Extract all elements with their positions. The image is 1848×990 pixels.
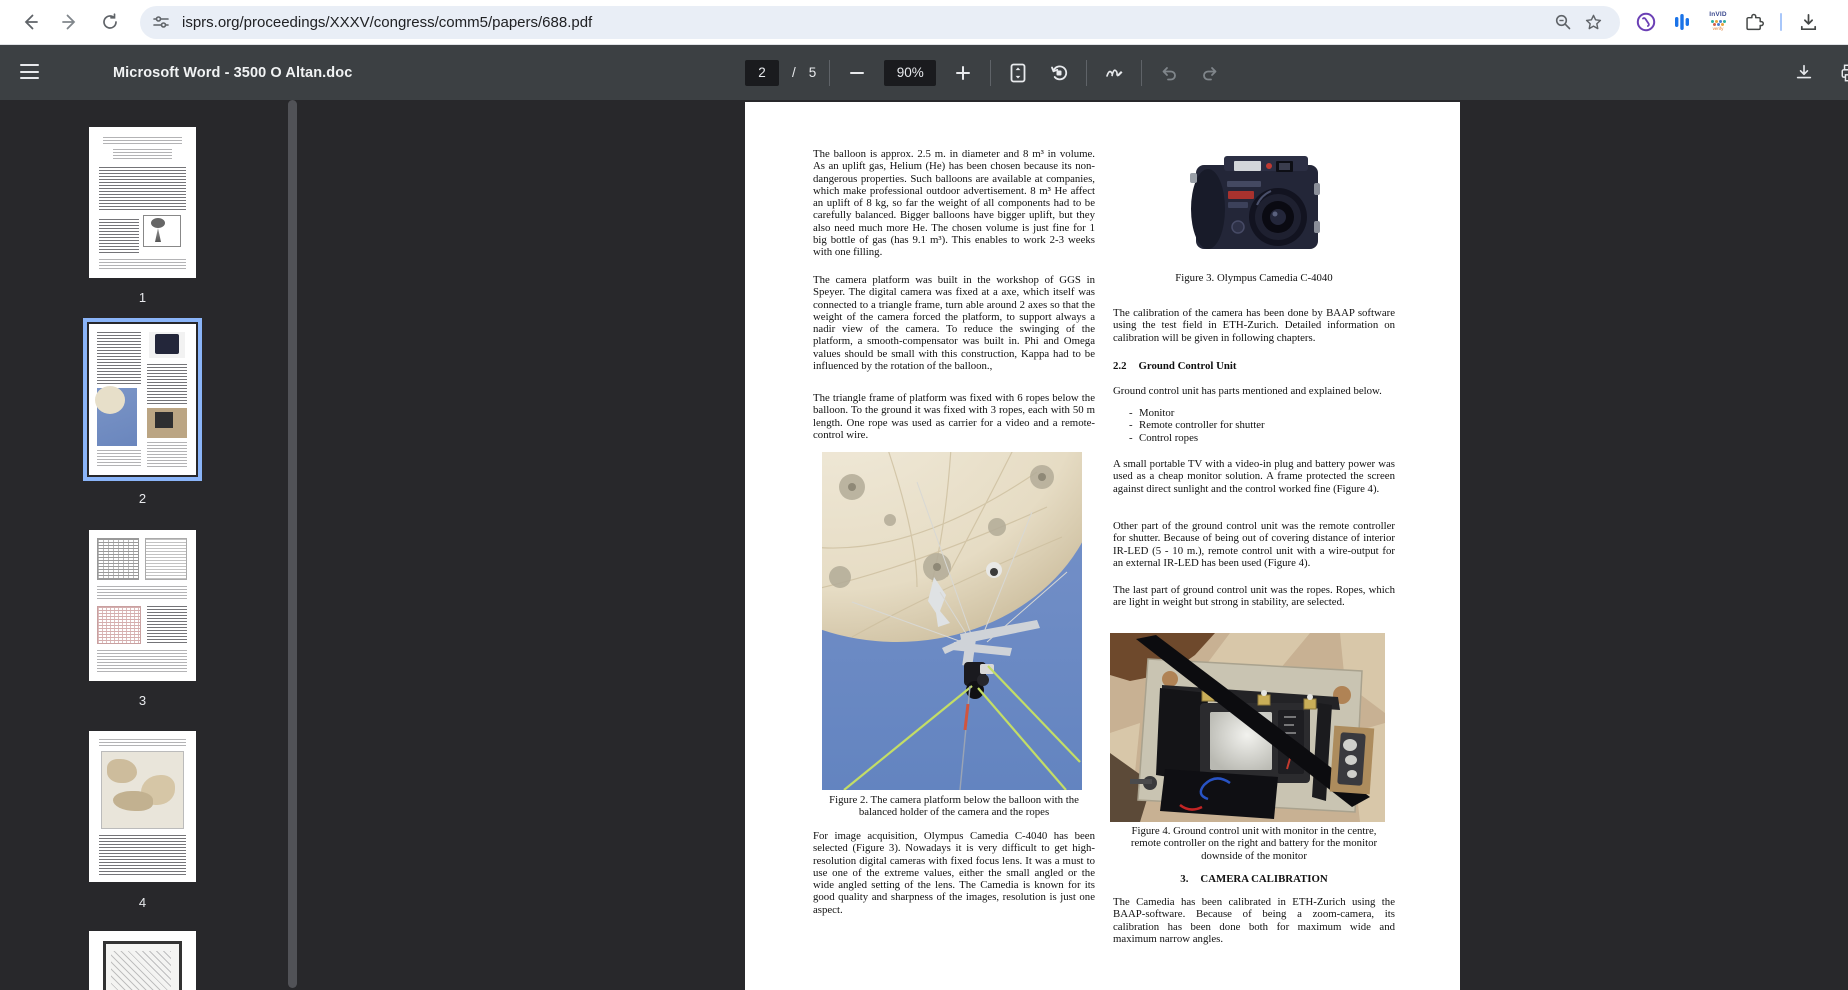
thumbnail-label-4: 4 [138,895,147,910]
browser-toolbar [0,0,1848,45]
reload-button[interactable] [93,5,127,39]
list-item [1113,432,1395,444]
zoom-out-button[interactable] [843,59,871,87]
undo-icon [1160,64,1178,82]
puzzle-piece-icon [1744,12,1765,33]
magnifier-icon [1554,13,1572,31]
figure4-caption: Figure 4. Ground control unit with monitor in the centre, remote controller on the right and battery for the monitor downside of the monitor [1130,825,1378,862]
back-button[interactable] [13,5,47,39]
pdf-toolbar [0,45,1848,100]
paragraph: The camera platform was built in the workshop of GGS in Speyer. The digital camera was fixed at a axe, which itself was connected to a triangle frame, turn able around 2 axes so that the weight of the camera forced the platform, to support always a nadir view of the camera. To reduce the swinging of the platform, a smooth-compensator was built in. Phi and Omega values should be small with this construction, Kappa had to be influenced by the rotation of the balloon., [813,274,1095,373]
thumbnail-label-3: 3 [138,693,147,708]
page-separator: / [792,65,796,80]
pdf-print-button[interactable] [1836,59,1848,87]
pen-squiggle-icon [1104,63,1124,83]
page-thumbnail-1[interactable] [89,127,196,278]
pdf-download-button[interactable] [1790,59,1818,87]
paragraph: Ground control unit has parts mentioned and explained below. [1113,385,1382,397]
printer-icon [1840,63,1848,83]
section-title: Ground Control Unit [1138,360,1237,372]
fit-page-button[interactable] [1004,59,1032,87]
paragraph: The triangle frame of platform was fixed with 6 ropes below the balloon. To the ground it was fixed with 3 ropes, each with 50 m length. One rope was used as carrier for a video and a remote-control wire. [813,392,1095,441]
toolbar-divider [1780,13,1782,31]
reload-icon [100,12,120,32]
bullet-dash: - [1129,407,1133,419]
equalizer-extension-button[interactable] [1666,6,1698,38]
pdf-viewer-content [0,100,1848,990]
page-number-input[interactable]: 2 [745,60,779,86]
plus-icon [955,65,971,81]
page-thumbnail-5[interactable] [89,931,196,990]
section-number: 3. [1180,873,1189,885]
paragraph: The calibration of the camera has been done by BAAP software using the test field in ETH-Zurich. Detailed information on calibration will be given in following chapters. [1113,307,1395,344]
paragraph: Other part of the ground control unit was the remote controller for shutter. Because of being out of covering distance of interior IR-LED (5 - 10 m.), remote control unit with a wire-output for an external IR-LED has been used (Figure 4). [1113,520,1395,569]
bullet-list [1113,407,1395,444]
phone-extension-button[interactable] [1630,6,1662,38]
extensions-menu-button[interactable] [1738,6,1770,38]
paragraph: A small portable TV with a video-in plug and battery power was used as a cheap monitor solution. A frame protected the screen against direct sunlight and the control worked fine (Figure 4). [1113,458,1395,495]
figure3-caption: Figure 3. Olympus Camedia C-4040 [1175,272,1333,284]
annotate-button[interactable] [1100,59,1128,87]
site-info-icon[interactable] [152,13,170,31]
paragraph: The balloon is approx. 2.5 m. in diameter and 8 m³ in volume. As an uplift gas, Helium (He) has been chosen because its non-dangerous properties. Such balloons are available at companies, which make professional outdoor advertisement. 8 m³ He affect an uplift of 8 kg, so far the weight of all components had to be carefully balanced. Bigger balloons have bigger uplift, but they also need much more He. The chosen volume is just fine for 1 big bottle of gas (has 9.1 m³). This enables to work 2-3 weeks with one filling. [813,148,1095,259]
url-text[interactable]: isprs.org/proceedings/XXXV/congress/comm5/papers/688.pdf [182,13,593,31]
pdf-toolbar-divider [829,60,830,86]
list-item [1113,419,1395,431]
redo-icon [1201,64,1219,82]
pdf-toolbar-divider [1086,60,1087,86]
bullet-dash: - [1129,419,1133,432]
pdf-menu-button[interactable] [20,64,39,79]
page-thumbnail-3[interactable] [89,530,196,681]
fit-page-icon [1009,63,1027,83]
document-area [302,100,1848,990]
url-bar[interactable] [140,6,1620,39]
bullet-dash: - [1129,431,1133,444]
section-heading-2-2 [1113,360,1395,372]
forward-arrow-icon [60,12,80,32]
paragraph: For image acquisition, Olympus Camedia C-4040 has been selected (Figure 3). Nowadays it is very difficult to get high-resolution digital cameras with fixed focus lens. It was a must to use one of the extreme values, either the small angled or the wide angled setting of the lens. The Camedia is known for its good quality and sharpness of the images, resolution is just one aspect. [813,830,1095,916]
pdf-document-title: Microsoft Word - 3500 O Altan.doc [113,64,353,81]
page-total: 5 [808,65,817,80]
minus-icon [849,65,865,81]
invid-extension-button[interactable] [1702,6,1734,38]
phone-extension-icon [1635,11,1657,33]
paragraph: The Camedia has been calibrated in ETH-Zurich using the BAAP-software. Because of being a zoom-camera, its calibration has been done both for maximum wide and maximum narrow angles. [1113,896,1395,945]
zoom-level-input[interactable]: 90% [884,60,936,86]
page-zoom-button[interactable] [1548,7,1578,37]
invid-extension-icon: InVID verify [1709,11,1727,32]
pdf-page-2 [745,102,1460,990]
rotate-ccw-icon [1049,63,1069,83]
bullet-text: Monitor [1139,407,1175,419]
figure4-ground-control-unit-photo [1110,633,1385,822]
redo-button[interactable] [1196,59,1224,87]
pdf-toolbar-divider [1141,60,1142,86]
figure2-balloon-photo [822,452,1082,790]
section-title: CAMERA CALIBRATION [1200,873,1328,885]
thumbnail-label-1: 1 [138,290,147,305]
page-thumbnail-4[interactable] [89,731,196,882]
section-number: 2.2 [1113,360,1127,372]
undo-button[interactable] [1155,59,1183,87]
pdf-toolbar-divider [990,60,991,86]
rotate-button[interactable] [1045,59,1073,87]
section-heading-3 [1113,873,1395,885]
extensions-area [1630,6,1824,38]
paragraph: The last part of ground control unit was the ropes. Ropes, which are light in weight but strong in stability, are selected. [1113,584,1395,609]
download-icon [1798,12,1819,33]
zoom-in-button[interactable] [949,59,977,87]
bookmark-star-icon [1584,13,1603,32]
bookmark-button[interactable] [1578,7,1608,37]
page-thumbnail-2-selected[interactable] [89,324,196,475]
downloads-button[interactable] [1792,6,1824,38]
thumbnail-label-2: 2 [138,491,147,506]
forward-button[interactable] [53,5,87,39]
thumbnail-sidebar [0,100,302,990]
list-item [1113,407,1395,419]
bullet-text: Control ropes [1139,431,1199,444]
figure3-camera-photo [1172,135,1332,263]
sidebar-scrollbar[interactable] [288,100,297,988]
figure2-caption: Figure 2. The camera platform below the balloon with the balanced holder of the camera and the ropes [829,794,1079,819]
bullet-text: Remote controller for shutter [1139,419,1265,432]
back-arrow-icon [20,12,40,32]
download-icon [1794,63,1814,83]
equalizer-bars-icon [1672,12,1692,32]
